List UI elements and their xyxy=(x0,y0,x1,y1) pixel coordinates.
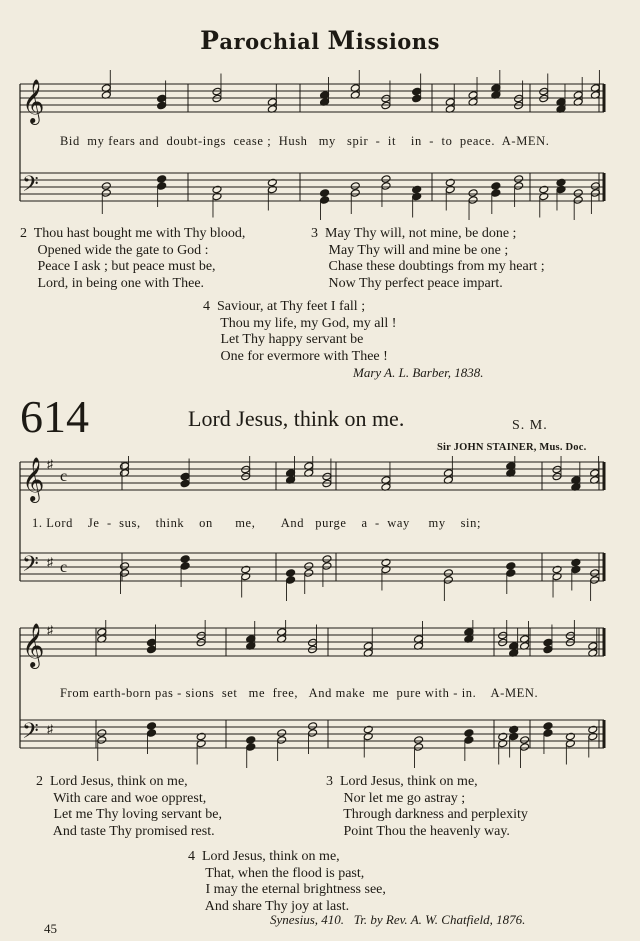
note-head xyxy=(414,743,424,752)
note-head xyxy=(571,558,581,567)
common-time-icon: c xyxy=(60,468,68,485)
note-head xyxy=(322,479,332,488)
note-head xyxy=(180,562,190,571)
note-head xyxy=(267,178,277,187)
note-head xyxy=(304,562,314,571)
note-head xyxy=(196,631,206,640)
treble-clef-icon: 𝄞 xyxy=(22,457,45,501)
note-head xyxy=(498,631,508,640)
verse-3-top: 3 May Thy will, not mine, be done ; May Thy will and mine be one ; Chase these doubtings from my heart ; Now Thy perfect peace impart. xyxy=(311,226,545,291)
note-head xyxy=(565,739,575,748)
note-head xyxy=(157,182,167,191)
note-head xyxy=(308,638,318,647)
note-head xyxy=(363,732,373,741)
note-head xyxy=(539,185,549,194)
author-attribution-top: Mary A. L. Barber, 1838. xyxy=(353,365,484,380)
note-head xyxy=(246,743,256,752)
verse-4-614: 4 Lord Jesus, think on me, That, when the flood is past, I may the eternal brightness see, And share Thy joy at last. xyxy=(188,849,386,914)
note-head xyxy=(320,189,330,198)
note-head xyxy=(514,94,524,103)
lyrics-614-line-2: From earth-born pas - sions set me free, And make me pure with - in. A-MEN. xyxy=(60,686,539,700)
note-head xyxy=(445,185,455,194)
note-head xyxy=(241,565,251,574)
note-head xyxy=(180,472,190,481)
page-number: 45 xyxy=(44,921,57,936)
treble-clef-icon: 𝄞 xyxy=(22,79,45,123)
note-head xyxy=(322,555,332,564)
note-head xyxy=(509,732,519,741)
note-head xyxy=(381,175,391,184)
note-head xyxy=(381,565,391,574)
note-head xyxy=(498,638,508,647)
note-head xyxy=(146,638,156,647)
note-head xyxy=(246,736,256,745)
note-head xyxy=(196,732,206,741)
note-head xyxy=(588,725,598,734)
note-head xyxy=(552,572,562,581)
note-head xyxy=(588,732,598,741)
note-head xyxy=(573,189,583,198)
note-head xyxy=(464,736,474,745)
note-head xyxy=(322,562,332,571)
note-head xyxy=(443,576,453,585)
hymn-meter: S. M. xyxy=(512,418,548,433)
note-head xyxy=(157,94,167,103)
note-head xyxy=(286,576,296,585)
note-head xyxy=(350,189,360,198)
note-head xyxy=(212,192,222,201)
note-head xyxy=(543,638,553,647)
note-head xyxy=(146,729,156,738)
note-head xyxy=(556,178,566,187)
note-head xyxy=(565,638,575,647)
verse-3-614: 3 Lord Jesus, think on me, Nor let me go astray ; Through darkness and perplexity Point Thou the heavenly way. xyxy=(326,774,528,839)
note-head xyxy=(539,87,549,96)
note-head xyxy=(241,472,251,481)
sharp-icon: ♯ xyxy=(47,457,53,471)
note-head xyxy=(101,182,111,191)
sharp-icon: ♯ xyxy=(47,722,53,736)
note-head xyxy=(320,196,330,205)
note-head xyxy=(101,189,111,198)
common-time-icon: c xyxy=(60,559,68,576)
note-head xyxy=(381,558,391,567)
note-head xyxy=(443,569,453,578)
note-head xyxy=(212,185,222,194)
music-system-614-first xyxy=(0,456,640,606)
note-head xyxy=(97,736,107,745)
note-head xyxy=(543,729,553,738)
note-head xyxy=(308,722,318,731)
note-head xyxy=(468,189,478,198)
note-head xyxy=(543,722,553,731)
note-head xyxy=(520,736,530,745)
lyrics-614-line-1: 1. Lord Je - sus, think on me, And purge a - way my sin; xyxy=(32,516,482,530)
note-head xyxy=(381,101,391,110)
note-head xyxy=(556,185,566,194)
note-head xyxy=(539,94,549,103)
verse-4-top: 4 Saviour, at Thy feet I fall ; Thou my life, my God, my all ! Let Thy happy servant be One for evermore with Thee ! xyxy=(203,299,397,364)
note-head xyxy=(514,101,524,110)
bass-clef-icon: 𝄢 xyxy=(22,172,39,202)
note-head xyxy=(308,645,318,654)
verse-2-top: 2 Thou hast bought me with Thy blood, Opened wide the gate to God : Peace I ask ; but peace must be, Lord, in being one with Thee. xyxy=(20,226,246,291)
note-head xyxy=(520,743,530,752)
note-head xyxy=(565,732,575,741)
note-head xyxy=(286,569,296,578)
note-head xyxy=(445,178,455,187)
composer-credit: Sir JOHN STAINER, Mus. Doc. xyxy=(437,442,587,453)
note-head xyxy=(308,729,318,738)
note-head xyxy=(381,94,391,103)
note-head xyxy=(514,182,524,191)
note-head xyxy=(363,725,373,734)
note-head xyxy=(412,192,422,201)
note-head xyxy=(412,185,422,194)
sharp-icon: ♯ xyxy=(47,623,53,637)
note-head xyxy=(322,472,332,481)
note-head xyxy=(552,465,562,474)
note-head xyxy=(120,569,130,578)
note-head xyxy=(196,739,206,748)
note-head xyxy=(514,175,524,184)
note-head xyxy=(412,94,422,103)
note-head xyxy=(539,192,549,201)
note-head xyxy=(120,562,130,571)
note-head xyxy=(241,572,251,581)
note-head xyxy=(498,739,508,748)
note-head xyxy=(590,576,600,585)
note-head xyxy=(180,555,190,564)
lyrics-top-hymn: Bid my fears and doubt-ings cease ; Hush my spir - it in - to peace. A-MEN. xyxy=(60,134,550,148)
header-initial-1: P xyxy=(200,26,220,55)
note-head xyxy=(506,569,516,578)
bass-clef-icon: 𝄢 xyxy=(22,552,39,582)
note-head xyxy=(590,569,600,578)
note-head xyxy=(571,565,581,574)
hymn-title: Lord Jesus, think on me. xyxy=(188,406,405,431)
note-head xyxy=(543,645,553,654)
note-head xyxy=(565,631,575,640)
author-attribution-614: Synesius, 410. Tr. by Rev. A. W. Chatfield, 1876. xyxy=(270,912,526,927)
note-head xyxy=(157,101,167,110)
page-header: Parochial Missions xyxy=(200,26,440,55)
note-head xyxy=(498,732,508,741)
note-head xyxy=(552,565,562,574)
header-initial-2: M xyxy=(327,26,356,55)
note-head xyxy=(414,736,424,745)
note-head xyxy=(506,562,516,571)
hymn-number: 614 xyxy=(20,391,89,442)
note-head xyxy=(146,645,156,654)
verse-2-614: 2 Lord Jesus, think on me, With care and woe opprest, Let me Thy loving servant be, And taste Thy promised rest. xyxy=(36,774,222,839)
note-head xyxy=(509,725,519,734)
treble-clef-icon: 𝄞 xyxy=(22,623,45,667)
note-head xyxy=(464,729,474,738)
bass-clef-icon: 𝄢 xyxy=(22,719,39,749)
note-head xyxy=(277,736,287,745)
note-head xyxy=(468,196,478,205)
note-head xyxy=(491,182,501,191)
note-head xyxy=(196,638,206,647)
note-head xyxy=(277,729,287,738)
note-head xyxy=(573,196,583,205)
note-head xyxy=(552,472,562,481)
note-head xyxy=(157,175,167,184)
note-head xyxy=(241,465,251,474)
note-head xyxy=(97,729,107,738)
note-head xyxy=(491,189,501,198)
note-head xyxy=(412,87,422,96)
note-head xyxy=(304,569,314,578)
sharp-icon: ♯ xyxy=(47,555,53,569)
note-head xyxy=(267,185,277,194)
note-head xyxy=(212,87,222,96)
note-head xyxy=(146,722,156,731)
note-head xyxy=(381,182,391,191)
note-head xyxy=(180,479,190,488)
note-head xyxy=(350,182,360,191)
note-head xyxy=(212,94,222,103)
